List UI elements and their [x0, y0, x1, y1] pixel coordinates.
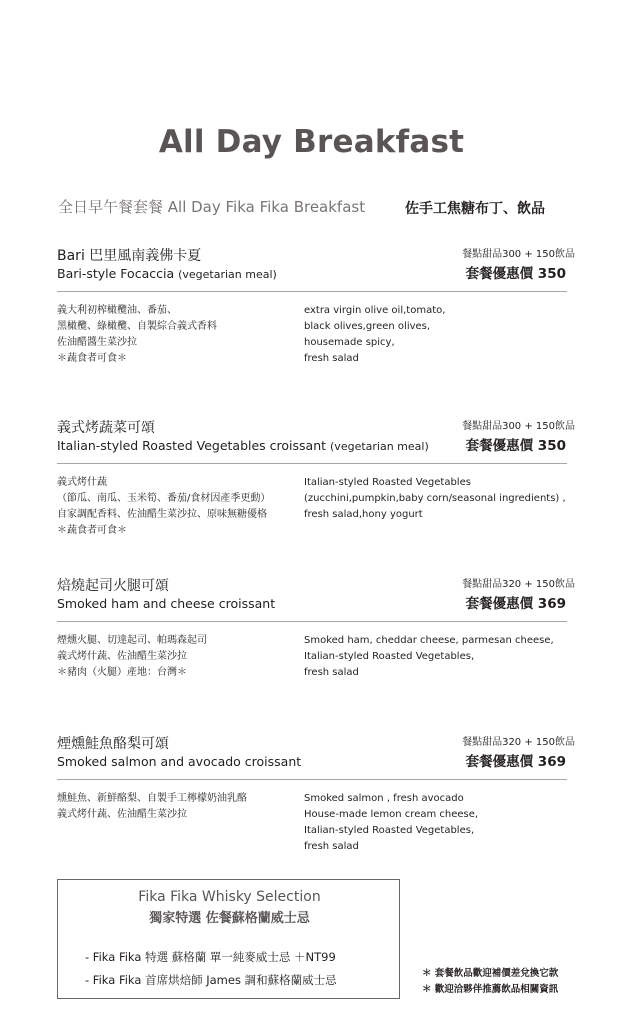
item-english-label: Italian-styled Roasted Vegetables croissant — [57, 438, 327, 453]
desc-line: fresh salad — [304, 667, 359, 678]
desc-line: (zucchini,pumpkin,baby corn/seasonal ingredients) , — [304, 493, 566, 504]
item-tag: (vegetarian meal) — [330, 440, 429, 453]
desc-line: housemade spicy, — [304, 337, 395, 348]
item-description-en — [304, 791, 584, 855]
footnote: ＊ 歡迎洽夥伴推薦飲品相關資訊 — [422, 984, 559, 995]
whisky-list — [85, 946, 337, 992]
item-english-label: Smoked salmon and avocado croissant — [57, 754, 302, 769]
set-price: 套餐優惠價 350 — [465, 438, 566, 454]
desc-line: ＊豬肉（火腿）產地：台灣＊ — [57, 667, 187, 678]
item-english-name — [57, 438, 429, 453]
item-name: Bari 巴里風南義佛卡夏 — [57, 248, 202, 264]
item-english-name — [57, 754, 301, 769]
desc-line: 黑橄欖、綠橄欖、自製綜合義式香料 — [57, 321, 217, 332]
desc-line: fresh salad — [304, 353, 359, 364]
item-divider — [57, 779, 567, 780]
set-price: 套餐優惠價 350 — [465, 266, 566, 282]
item-name: 煙燻鮭魚酪梨可頌 — [57, 736, 169, 752]
desc-line: 義大利初榨橄欖油、番茄、 — [57, 305, 177, 316]
desc-line: fresh salad — [304, 841, 359, 852]
desc-line: 煙燻火腿、切達起司、帕瑪森起司 — [57, 635, 207, 646]
desc-line: 自家調配香料、佐油醋生菜沙拉、原味無糖優格 — [57, 509, 267, 520]
desc-line: 義式烤什蔬、佐油醋生菜沙拉 — [57, 809, 187, 820]
whisky-selection-box — [57, 879, 400, 999]
price-note: 餐點甜品320 + 150飲品 — [462, 579, 575, 590]
desc-line: extra virgin olive oil,tomato, — [304, 305, 446, 316]
desc-line: Italian-styled Roasted Vegetables, — [304, 651, 475, 662]
desc-line: Smoked salmon , fresh avocado — [304, 793, 464, 804]
desc-line: black olives,green olives, — [304, 321, 431, 332]
item-description-en — [304, 633, 584, 681]
footnote: ＊ 套餐飲品歡迎補價差兌換它款 — [422, 968, 559, 979]
item-english-name — [57, 266, 277, 281]
item-description-zh — [57, 303, 297, 367]
desc-line: Smoked ham, cheddar cheese, parmesan cheese, — [304, 635, 554, 646]
whisky-item: - Fika Fika 首席烘焙師 James 調和蘇格蘭威士忌 — [85, 973, 337, 987]
item-description-zh — [57, 475, 297, 539]
item-name: 焙燒起司火腿可頌 — [57, 578, 169, 594]
whisky-title: Fika Fika Whisky Selection — [138, 889, 321, 905]
menu-title: All Day Breakfast — [158, 124, 465, 160]
item-english-label: Bari-style Focaccia — [57, 266, 175, 281]
price-note: 餐點甜品300 + 150飲品 — [462, 421, 575, 432]
desc-line: Italian-styled Roasted Vegetables, — [304, 825, 475, 836]
price-note: 餐點甜品300 + 150飲品 — [462, 249, 575, 260]
desc-line: ＊蔬食者可食＊ — [57, 525, 127, 536]
item-description-en — [304, 303, 584, 367]
whisky-item: - Fika Fika 特選 蘇格蘭 單一純麥威士忌 ＋NT99 — [85, 950, 336, 964]
item-description-en — [304, 475, 584, 523]
desc-line: 義式烤什蔬、佐油醋生菜沙拉 — [57, 651, 187, 662]
item-tag: (vegetarian meal) — [178, 268, 277, 281]
desc-line: 佐油醋醬生菜沙拉 — [57, 337, 137, 348]
item-divider — [57, 291, 567, 292]
item-name: 義式烤蔬菜可頌 — [57, 420, 155, 436]
footnotes — [422, 966, 558, 998]
desc-line: ＊蔬食者可食＊ — [57, 353, 127, 364]
menu-subtitle-note: 佐手工焦糖布丁、飲品 — [405, 201, 545, 217]
desc-line: fresh salad,hony yogurt — [304, 509, 423, 520]
item-divider — [57, 621, 567, 622]
item-english-label: Smoked ham and cheese croissant — [57, 596, 276, 611]
desc-line: 義式烤什蔬 — [57, 477, 107, 488]
set-price: 套餐優惠價 369 — [465, 596, 566, 612]
set-price: 套餐優惠價 369 — [465, 754, 566, 770]
item-description-zh — [57, 791, 297, 823]
desc-line: Italian-styled Roasted Vegetables — [304, 477, 471, 488]
item-english-name — [57, 596, 275, 611]
menu-subtitle: 全日早午餐套餐 All Day Fika Fika Breakfast — [58, 198, 366, 216]
whisky-subtitle: 獨家特選 佐餐蘇格蘭威士忌 — [149, 911, 310, 926]
desc-line: 燻鮭魚、新鮮酪梨、自製手工檸檬奶油乳酪 — [57, 793, 247, 804]
item-description-zh — [57, 633, 297, 681]
desc-line: （節瓜、南瓜、玉米筍、番茄/食材因產季更動） — [57, 493, 271, 504]
item-divider — [57, 463, 567, 464]
price-note: 餐點甜品320 + 150飲品 — [462, 737, 575, 748]
desc-line: House-made lemon cream cheese, — [304, 809, 479, 820]
